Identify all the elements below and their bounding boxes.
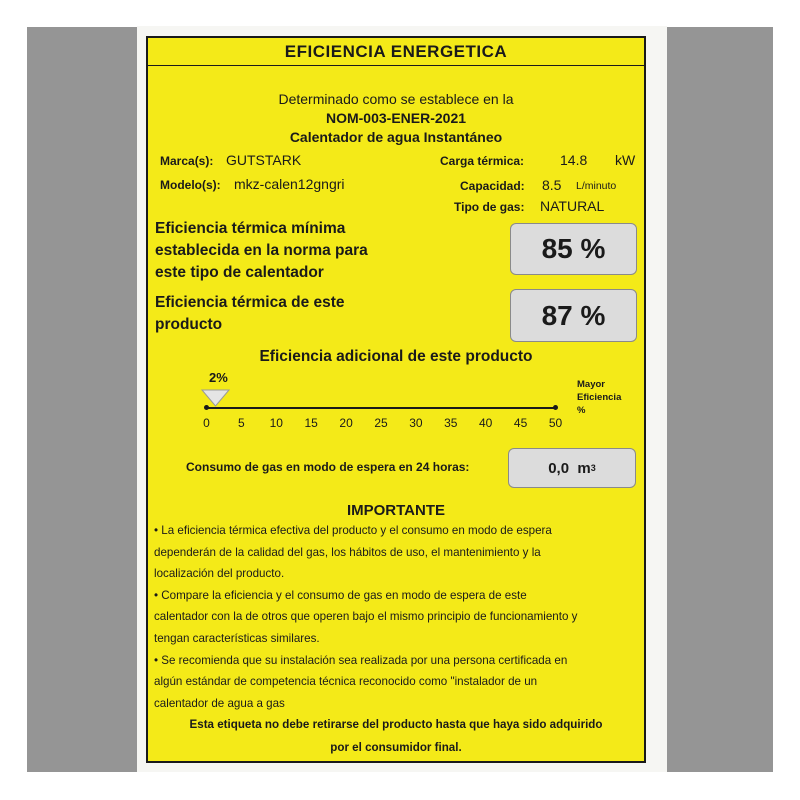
important-line: • Compare la eficiencia y el consumo de gas en modo de espera de este (154, 588, 527, 602)
important-line: • Se recomienda que su instalación sea realizada por una persona certificada en (154, 653, 568, 667)
energy-efficiency-label (146, 36, 646, 763)
important-line: tengan características similares. (154, 632, 320, 645)
label-title: EFICIENCIA ENERGETICA (284, 42, 508, 61)
product-type: Calentador de agua Instantáneo (289, 129, 503, 145)
min-efficiency-line2: establecida en la norma para (155, 242, 368, 259)
scale-end-caption (577, 378, 621, 417)
thermal-load-label: Carga térmica: (440, 154, 525, 168)
footer-line2: por el consumidor final. (330, 741, 462, 754)
capacity-unit: L/minuto (576, 180, 617, 192)
header-line: Determinado como se establece en la (278, 91, 514, 107)
efficiency-scale-axis (207, 407, 556, 409)
background-right (665, 27, 773, 772)
brand-label: Marca(s): (160, 154, 214, 168)
model-label: Modelo(s): (160, 178, 221, 192)
brand-value: GUTSTARK (226, 152, 302, 168)
scale-end-line1: Mayor (577, 379, 605, 390)
scale-tick-label: 25 (374, 416, 388, 430)
standby-value-box (508, 448, 636, 488)
scale-tick-label: 15 (304, 416, 318, 430)
footer-line1: Esta etiqueta no debe retirarse del producto hasta que haya sido adquirido (189, 718, 603, 731)
additional-marker-label: 2% (209, 370, 228, 385)
important-line: • La eficiencia térmica efectiva del producto y el consumo en modo de espera (154, 524, 552, 537)
scale-end-line2: Eficiencia (577, 392, 622, 403)
scale-tick-label: 50 (548, 416, 563, 430)
scale-start-dot (204, 405, 209, 410)
scale-tick-label: 40 (479, 416, 493, 430)
important-line: dependerán de la calidad del gas, los hábitos de uso, el mantenimiento y la (154, 545, 541, 559)
gas-type-label: Tipo de gas: (454, 200, 525, 214)
min-efficiency-line3: este tipo de calentador (155, 264, 324, 281)
standby-label: Consumo de gas en modo de espera en 24 horas: (186, 460, 470, 474)
norm-code: NOM-003-ENER-2021 (325, 110, 467, 126)
scale-tick-label: 0 (203, 416, 210, 430)
model-value: mkz-calen12gngri (234, 176, 345, 192)
min-efficiency-line1: Eficiencia térmica mínima (155, 220, 346, 237)
important-line: localización del producto. (154, 567, 285, 581)
gas-type-value: NATURAL (540, 198, 605, 214)
scale-tick-label: 20 (339, 416, 353, 430)
scale-tick-label: 30 (409, 416, 423, 430)
min-efficiency-value: 85 % (510, 223, 637, 275)
scale-end-line3: % (577, 405, 586, 416)
capacity-value: 8.5 (542, 177, 562, 193)
product-efficiency-line2: producto (155, 316, 223, 333)
scale-end-dot (553, 405, 558, 410)
scale-tick-label: 10 (269, 416, 283, 430)
scale-tick-label: 35 (444, 416, 458, 430)
title-divider (148, 65, 644, 66)
thermal-load-value: 14.8 (560, 152, 588, 168)
capacity-label: Capacidad: (460, 179, 525, 193)
product-efficiency-line1: Eficiencia térmica de este (155, 294, 345, 311)
important-title: IMPORTANTE (346, 502, 446, 519)
scale-tick-label: 45 (513, 416, 528, 430)
important-line: calentador con la de otros que operen bajo el mismo principio de funcionamiento y (154, 610, 578, 624)
standby-unit: m (577, 459, 591, 477)
scale-tick-label: 5 (238, 416, 245, 430)
important-line: calentador de agua a gas (154, 696, 285, 710)
important-line: algún estándar de competencia técnica reconocido como "instalador de un (154, 675, 538, 689)
additional-efficiency-title: Eficiencia adicional de este producto (259, 348, 533, 365)
standby-unit-exponent: 3 (590, 463, 596, 473)
product-efficiency-value: 87 % (510, 289, 637, 342)
background-left (27, 27, 142, 772)
thermal-load-unit: kW (615, 152, 636, 168)
standby-value: 0,0 (548, 459, 570, 477)
